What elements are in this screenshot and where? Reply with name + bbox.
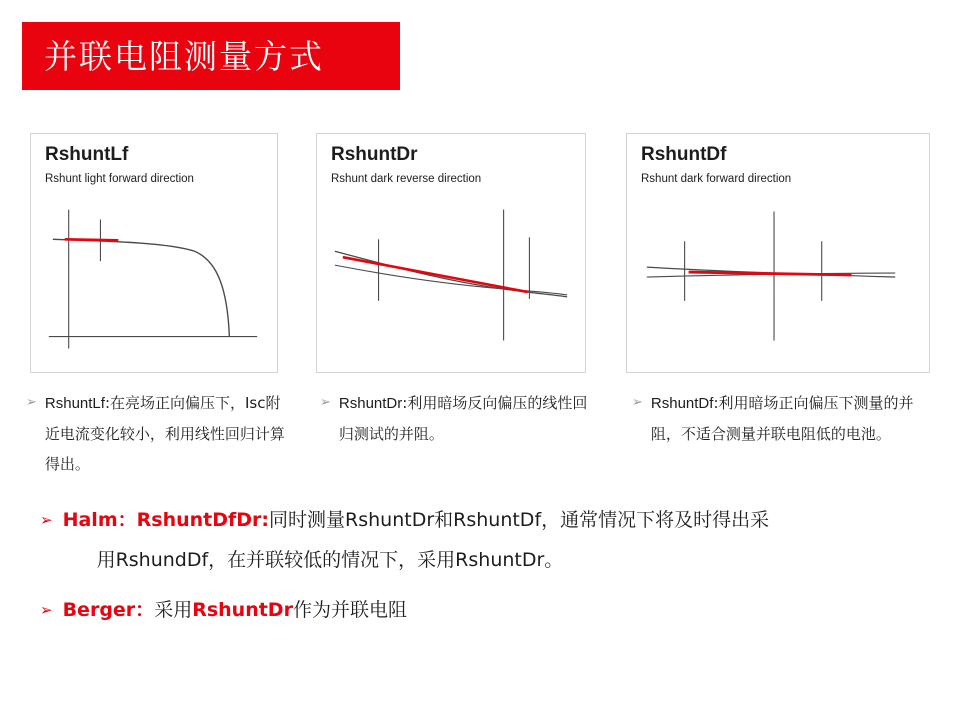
summary-item-berger	[40, 590, 920, 630]
bullet-column-2	[320, 388, 588, 449]
figure-panel-rshuntdr	[316, 133, 586, 373]
bullet-column-1	[26, 388, 294, 479]
bullet-column-3	[632, 388, 922, 449]
bullet-label: RshuntDr	[338, 395, 403, 412]
berger-key-label: RshuntDr	[192, 599, 293, 621]
arrow-bullet-icon: ➢	[40, 601, 53, 619]
bullet-label: RshuntDf	[650, 395, 714, 412]
figure-panel-rshuntlf	[30, 133, 278, 373]
halm-key-label: RshuntDfDr:	[136, 509, 270, 531]
halm-text-b: 用RshundDf，在并联较低的情况下，采用RshuntDr。	[96, 549, 564, 571]
arrow-bullet-icon: ➢	[40, 511, 53, 529]
berger-text-a: 采用	[154, 599, 193, 621]
panel-title: RshuntDr	[331, 144, 418, 165]
halm-text-a: 同时测量RshuntDr和RshuntDf，通常情况下将及时得出采	[269, 509, 770, 531]
bullet-text	[651, 388, 922, 449]
figure-panel-rshuntdf	[626, 133, 930, 373]
panel-subtitle: Rshunt dark forward direction	[641, 173, 792, 185]
arrow-bullet-icon: ➢	[632, 395, 643, 410]
summary-block	[40, 500, 920, 630]
list-item	[632, 388, 922, 449]
summary-halm-text	[63, 500, 920, 580]
arrow-bullet-icon: ➢	[320, 395, 331, 410]
bullet-text	[45, 388, 294, 479]
chart-rshuntlf	[31, 189, 277, 373]
bullet-body-text: :利用暗场反向偏压的线性回归测试的并阻。	[338, 394, 588, 443]
summary-berger-text	[63, 590, 920, 630]
bullet-label: RshuntLf	[44, 395, 105, 412]
arrow-bullet-icon: ➢	[26, 395, 37, 410]
list-item	[26, 388, 294, 479]
summary-item-halm	[40, 500, 920, 580]
title-banner	[22, 22, 400, 90]
panel-subtitle: Rshunt light forward direction	[45, 173, 194, 185]
bullet-body-text: :利用暗场正向偏压下测量的并阻，不适合测量并联电阻低的电池。	[650, 394, 914, 443]
panel-subtitle: Rshunt dark reverse direction	[331, 173, 482, 185]
chart-rshuntdr	[317, 189, 585, 373]
chart-rshuntdf	[627, 189, 929, 373]
panel-title: RshuntLf	[45, 144, 129, 165]
page-title: 并联电阻测量方式	[44, 36, 324, 76]
berger-text-b: 作为并联电阻	[292, 599, 407, 621]
halm-brand-label: Halm：	[62, 509, 137, 531]
panel-title: RshuntDf	[641, 144, 727, 165]
berger-brand-label: Berger：	[62, 599, 155, 621]
list-item	[320, 388, 588, 449]
bullet-body-text: :在亮场正向偏压下，Isc附近电流变化较小，利用线性回归计算得出。	[44, 394, 285, 473]
bullet-text	[339, 388, 588, 449]
